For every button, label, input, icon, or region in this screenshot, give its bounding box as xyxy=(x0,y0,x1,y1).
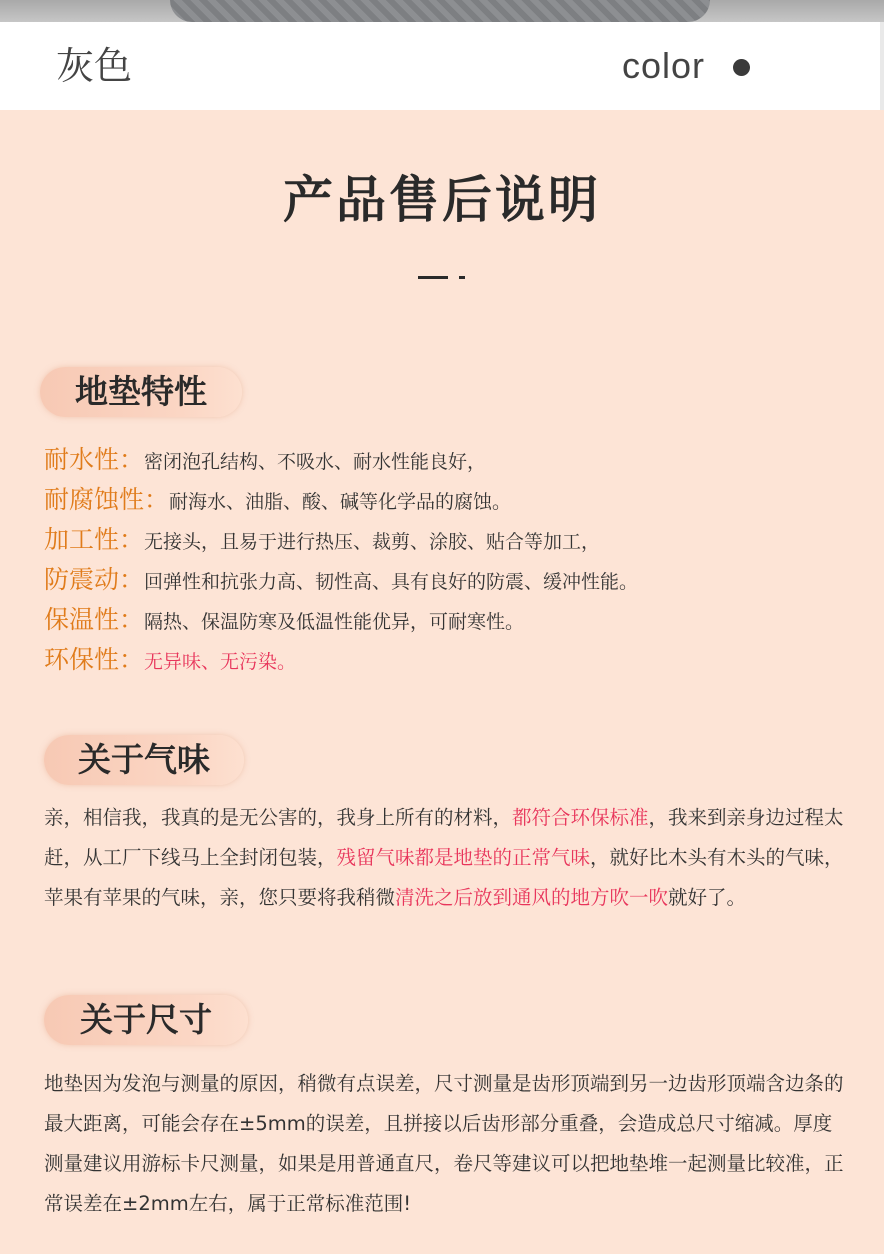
smell-highlight-2: 残留气味都是地垫的正常气味 xyxy=(336,846,591,869)
feature-item-water xyxy=(44,444,486,476)
feature-value: 隔热、保温防寒及低温性能优异，可耐寒性。 xyxy=(144,611,525,633)
color-name: 灰色 xyxy=(56,44,133,88)
color-label: color xyxy=(622,45,706,86)
size-heading-pill xyxy=(44,995,248,1045)
feature-item-insulation xyxy=(44,604,524,636)
feature-item-processing xyxy=(44,524,600,556)
feature-key: 耐水性： xyxy=(44,445,145,474)
feature-key: 耐腐蚀性： xyxy=(44,485,170,514)
feature-value: 密闭泡孔结构、不吸水、耐水性能良好， xyxy=(144,451,487,473)
smell-text-2: ，我来到亲身边过程太赶，从工厂下线马上全封闭包装， xyxy=(44,806,844,869)
smell-highlight-1: 都符合环保标准 xyxy=(512,806,649,829)
feature-key: 保温性： xyxy=(44,605,145,634)
product-photo-edge xyxy=(0,0,884,22)
feature-key: 环保性： xyxy=(44,645,145,674)
smell-highlight-3: 清洗之后放到通风的地方吹一吹 xyxy=(395,886,669,909)
color-bar xyxy=(0,22,884,110)
feature-value: 无接头，且易于进行热压、裁剪、涂胶、贴合等加工， xyxy=(144,531,601,553)
feature-value: 回弹性和抗张力高、韧性高、具有良好的防震、缓冲性能。 xyxy=(144,571,639,593)
smell-text-4: 就好了。 xyxy=(668,886,747,909)
feature-value: 耐海水、油脂、酸、碱等化学品的腐蚀。 xyxy=(169,491,512,513)
features-heading-pill xyxy=(40,367,242,417)
gray-mat-photo xyxy=(170,0,710,22)
feature-key: 防震动： xyxy=(44,565,145,594)
size-paragraph: 地垫因为发泡与测量的原因，稍微有点误差，尺寸测量是齿形顶端到另一边齿形顶端含边条的最大距离，可能会存在±5mm的误差，且拼接以后齿形部分重叠，会造成总尺寸缩减。厚度测量建议用游标卡尺测量，如果是用普通直尺，卷尺等建议可以把地垫堆一起测量比较准，正常误差在±2mm左右，属于正常标准范围! xyxy=(44,1072,844,1215)
feature-key: 加工性： xyxy=(44,525,145,554)
feature-item-corrosion xyxy=(44,484,511,516)
smell-text-3: ，就好比木头有木头的气味，苹果有苹果的气味，亲，您只要将我稍微 xyxy=(44,846,844,909)
page-title: 产品售后说明 xyxy=(283,171,601,229)
color-swatch-dot xyxy=(733,59,750,76)
features-heading: 地垫特性 xyxy=(75,372,207,411)
smell-paragraph xyxy=(44,798,844,918)
feature-value: 无异味、无污染。 xyxy=(144,651,297,673)
smell-heading-pill xyxy=(44,735,244,785)
feature-item-eco xyxy=(44,644,296,676)
title-underline-dot xyxy=(459,276,465,279)
feature-item-shock xyxy=(44,564,638,596)
size-heading: 关于尺寸 xyxy=(80,1000,212,1039)
smell-heading: 关于气味 xyxy=(78,740,210,779)
title-underline xyxy=(418,276,448,279)
smell-text-1: 亲，相信我，我真的是无公害的，我身上所有的材料， xyxy=(44,806,513,829)
